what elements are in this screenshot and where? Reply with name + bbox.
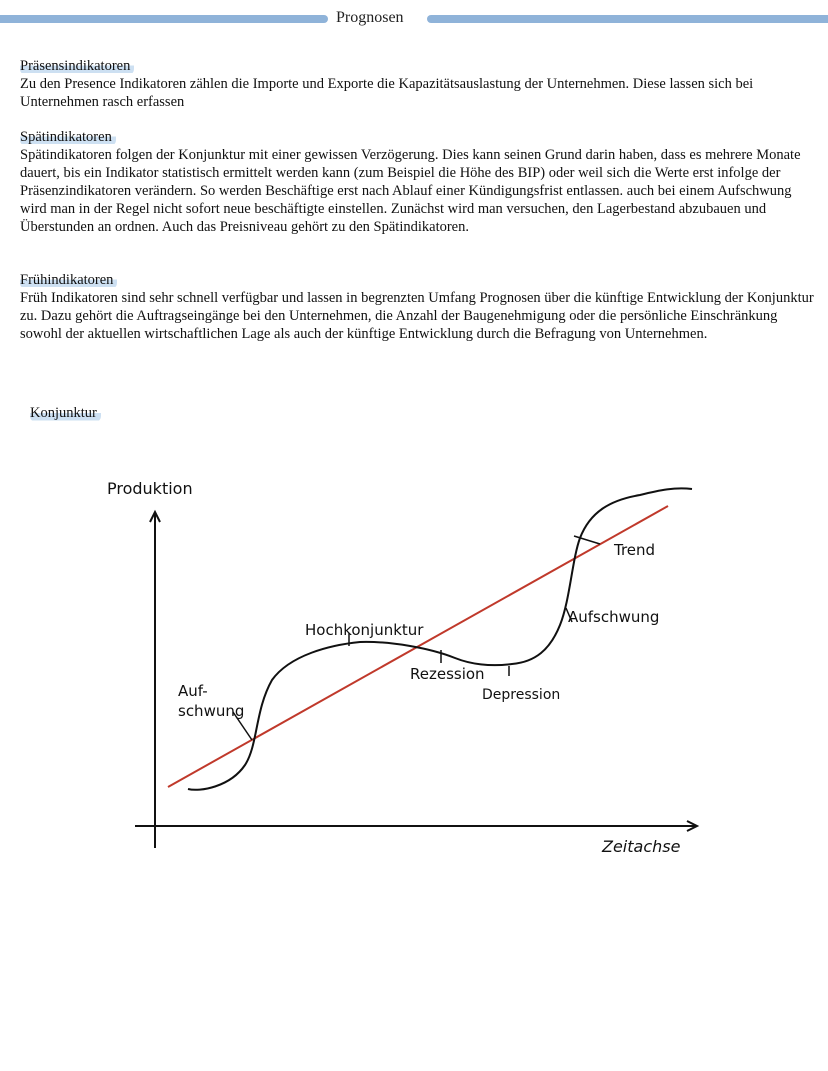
section-text: Zu den Presence Indikatoren zählen die Importe und Exporte die Kapazitätsauslastung der Unternehmen. Diese lassen sich bei Unternehmen rasch erfassen [20, 76, 754, 110]
section-spaetindikatoren [20, 128, 820, 236]
depression-label: Depression [482, 687, 561, 703]
rezession-label: Rezession [410, 665, 485, 683]
section-heading: Präsensindikatoren [20, 57, 134, 75]
section-text: Spätindikatoren folgen der Konjunktur mit einer gewissen Verzögerung. Dies kann seinen Grund darin haben, dass es mehrere Monate dauert, bis ein Indikator statistisch ermittelt werden kann (zum Beispiel die Höhe des BIP) oder weil sich die Werte erst infolge der Präsenzindikatoren verändern. So werden Beschäftige erst nach Ablauf einer Kündigungsfrist entlassen. auch bei einem Aufschwung wird man in der Regel nicht sofort neue beschäftigte einstellen. Zunächst wird man versuchen, den Lagerbestand abzubauen und Überstunden an ordnen. Auch das Preisniveau gehört zu den Spätindikatoren. [20, 147, 801, 235]
title-bar-line-right [427, 15, 828, 23]
section-heading: Frühindikatoren [20, 271, 117, 289]
section-heading: Spätindikatoren [20, 128, 116, 146]
trend-label: Trend [614, 541, 656, 559]
konjunktur-heading [30, 405, 101, 422]
hochkonjunktur-label: Hochkonjunktur [305, 621, 424, 639]
konjunktur-curve [188, 488, 692, 789]
title-bar-line-left [0, 15, 328, 23]
section-fruehindikatoren [20, 271, 820, 343]
x-axis-label: Zeitachse [602, 837, 681, 856]
aufschwung-right-label: Aufschwung [568, 608, 660, 626]
title-bar [0, 10, 828, 30]
section-text: Früh Indikatoren sind sehr schnell verfügbar und lassen in begrenzten Umfang Prognosen über die künftige Entwicklung der Konjunktur zu. Dazu gehört die Auftragseingänge bei den Unternehmen, die Anzahl der Baugenehmigung oder die persönliche Einschränkung sowohl der aktuellen wirtschaftlichen Lage als auch der künftige Entwicklung durch die Befragung von Unternehmen. [20, 290, 814, 342]
section-praesensindikatoren [20, 57, 820, 111]
konjunktur-diagram [0, 440, 828, 880]
page-title: Prognosen [336, 9, 404, 26]
aufschwung-left-label-line1: Auf- [178, 682, 208, 700]
y-axis-label: Produktion [107, 479, 193, 498]
aufschwung-left-label-line2: schwung [178, 702, 245, 720]
diagram-heading: Konjunktur [30, 405, 101, 422]
